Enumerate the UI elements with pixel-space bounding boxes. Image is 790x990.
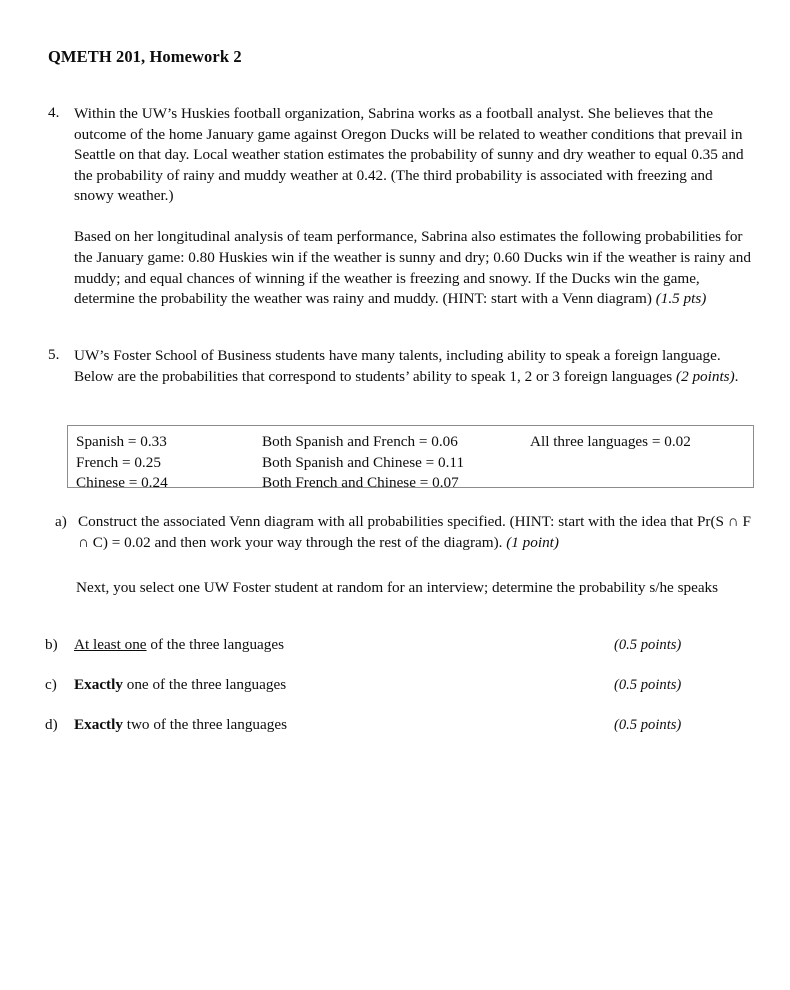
question-5-number: 5. [48,346,60,363]
subpart-c-letter: c) [45,676,57,693]
probability-table-column-single [76,432,168,494]
probability-table-grid [68,426,753,492]
probability-table [67,425,754,492]
subpart-d-rest: two of the three languages [122,716,287,733]
subpart-c-points: (0.5 points) [614,677,682,693]
table-row: French = 0.25 [76,453,161,471]
table-row: Both French and Chinese = 0.07 [262,474,459,492]
subpart-b-text [74,635,754,656]
table-row: Chinese = 0.24 [76,474,168,492]
question-5-points: (2 points) [676,367,735,385]
question-5-period: . [734,367,739,385]
subpart-c-rest: one of the three languages [122,676,287,693]
subpart-a-letter: a) [55,513,67,530]
question-5-paragraph-1 [74,346,754,387]
interview-instruction: Next, you select one UW Foster student at random for an interview; determine the probability s/he speaks [76,579,719,596]
question-4-number: 4. [48,104,60,121]
question-4-body [74,104,754,310]
page-title: QMETH 201, Homework 2 [48,47,242,66]
subpart-a-points: (1 point) [506,533,559,551]
subpart-c [45,675,754,696]
subpart-b [45,635,754,656]
subpart-b-emphasis: At least one [74,636,147,653]
question-4-paragraph-2 [74,227,754,309]
subpart-a [55,512,754,553]
subpart-d-text [74,715,754,736]
subpart-c-text [74,675,754,696]
probability-table-column-pairs [262,432,464,494]
subpart-d [45,715,754,736]
question-4 [48,104,754,310]
table-row: Both Spanish and French = 0.06 [262,433,458,450]
subpart-c-emphasis: Exactly [74,676,123,693]
subpart-b-letter: b) [45,636,58,653]
subpart-d-emphasis: Exactly [74,716,123,733]
subpart-b-rest: of the three languages [146,636,285,653]
subpart-a-text [78,512,754,553]
question-5-body [74,346,754,387]
question-4-paragraph-2-text: Based on her longitudinal analysis of team performance, Sabrina also estimates the following probabilities for the January game: 0.80 Huskies win if the weather is sunny and dry; 0.60 Ducks win if the weather is rainy and muddy; and equal chances of winning if the weather is freezing and snowy. If the Ducks win the game, determine the probability the weather was rainy and muddy. (HINT: start with a Venn diagram) [74,228,751,308]
table-row: Both Spanish and Chinese = 0.11 [262,453,465,471]
question-5-paragraph-1-text: UW’s Foster School of Business students have many talents, including ability to speak a foreign language. Below are the probabilities that correspond to students’ ability to speak 1, 2 or 3 foreign languages [74,347,721,385]
subpart-b-points: (0.5 points) [614,637,682,653]
subpart-d-points: (0.5 points) [614,717,682,733]
table-row: Spanish = 0.33 [76,433,167,450]
question-4-points: (1.5 pts) [655,290,707,308]
table-row: All three languages = 0.02 [530,433,691,450]
subpart-a-body: Construct the associated Venn diagram with all probabilities specified. (HINT: start with the idea that Pr(S ∩ F ∩ C) = 0.02 and then work your way through the rest of the diagram). [78,513,751,551]
question-4-paragraph-1: Within the UW’s Huskies football organization, Sabrina works as a football analyst. She believes that the outcome of the home January game against Oregon Ducks will be related to weather conditions that prevail in Seattle on that day. Local weather station estimates the probability of sunny and dry weather to equal 0.35 and the probability of rainy and muddy weather at 0.42. (The third probability is associated with freezing and snowy weather.) [74,105,744,205]
probability-table-column-all-three [530,432,691,453]
question-5 [48,346,754,387]
subpart-d-letter: d) [45,716,58,733]
